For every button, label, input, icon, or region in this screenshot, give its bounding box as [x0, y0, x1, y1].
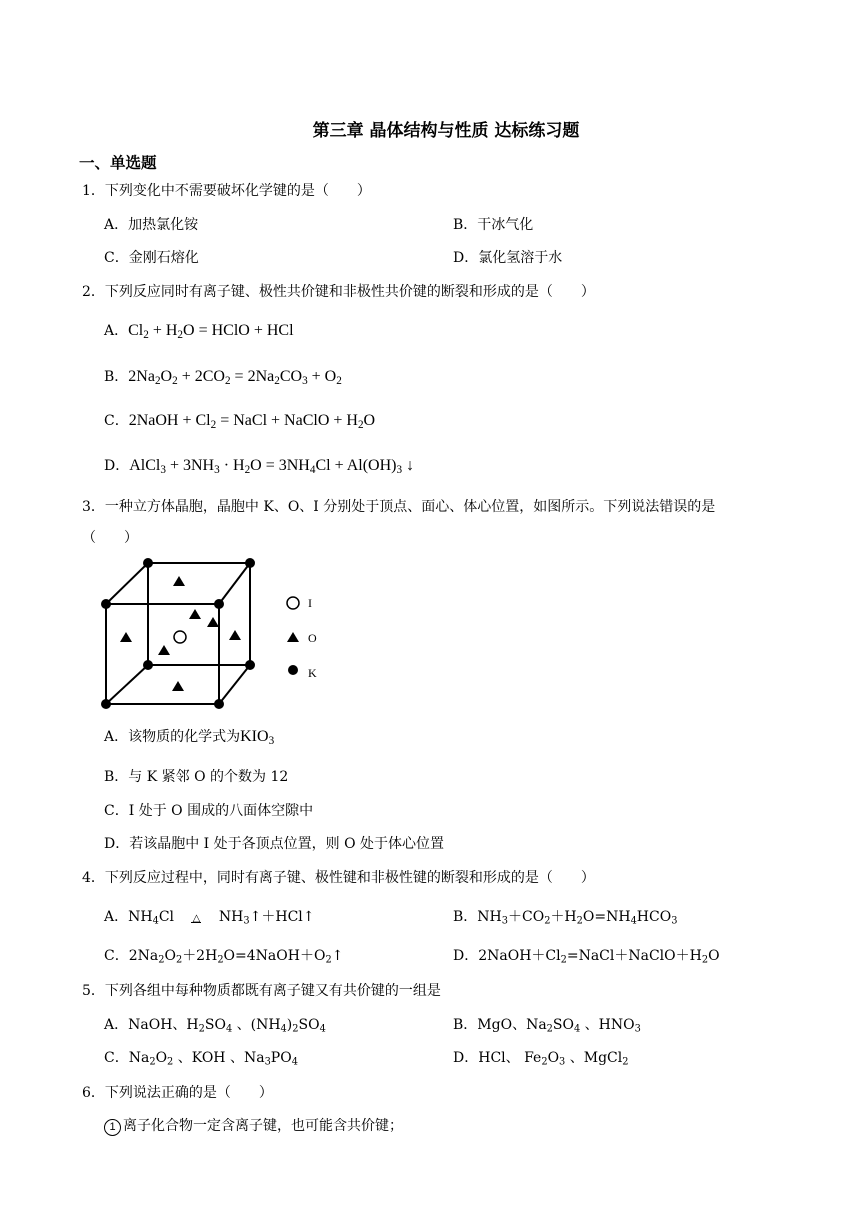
q5-option-a-label: A．	[104, 1017, 129, 1033]
legend-k-icon	[288, 665, 298, 675]
q5-option-b-formula: MgO、$Na_2SO_4$ 、$HNO_3$	[477, 1017, 641, 1035]
q6-stem: 6．下列说法正确的是（ ）	[82, 1085, 273, 1101]
legend-i-label: I	[308, 596, 312, 610]
q4-option-a-formula: $NH_4Cl$ △ $NH_3↑+HCl↑$	[128, 909, 315, 927]
q4-option-c-label: C．	[104, 948, 129, 964]
q2-option-b-formula: $2Na_2O_2 + 2CO_2 = 2Na_2CO_3 + O_2$	[128, 368, 342, 387]
q2-option-a-formula: $Cl_2 + H_2O$ = HClO + HCl	[128, 322, 294, 341]
q1-option-a: A．加热氯化铵	[104, 217, 199, 233]
q6-item-1	[104, 1115, 403, 1136]
q1-option-d: D．氯化氢溶于水	[453, 250, 563, 266]
q4-option-b	[453, 906, 677, 926]
q2-option-d	[104, 455, 414, 475]
q3-option-a	[104, 726, 274, 746]
q4-option-c	[104, 945, 343, 965]
q3-option-c: C．I 处于 O 围成的八面体空隙中	[104, 803, 314, 819]
page-title: 第三章 晶体结构与性质 达标练习题	[312, 121, 580, 141]
q5-option-a	[104, 1014, 326, 1034]
q2-option-c-formula: 2NaOH + $Cl_2$ = NaCl + NaClO + $H_2O$	[128, 412, 376, 431]
q5-option-a-formula: NaOH、$H_2SO_4$ 、$(NH_4)_2SO_4$	[128, 1017, 326, 1035]
q2-option-b-label: B．	[104, 369, 129, 385]
section-heading: 一、单选题	[79, 154, 157, 172]
q3-option-b: B．与 K 紧邻 O 的个数为 12	[104, 769, 289, 785]
q5-option-b-label: B．	[453, 1017, 478, 1033]
q4-stem: 4．下列反应过程中，同时有离子键、极性键和非极性键的断裂和形成的是（ ）	[82, 870, 595, 886]
q5-stem: 5．下列各组中每种物质都既有离子键又有共价键的一组是	[82, 983, 441, 999]
legend-o-label: O	[308, 631, 317, 645]
q4-option-d-label: D．	[453, 948, 479, 964]
i-atom	[174, 631, 186, 643]
q1-option-c: C．金刚石熔化	[104, 250, 199, 266]
q5-option-d-formula: HCl、 $Fe_2O_3$ 、MgCl$_2$	[478, 1050, 629, 1068]
q1-stem: 1．下列变化中不需要破坏化学键的是（ ）	[82, 183, 371, 199]
q2-option-c-label: C．	[104, 413, 129, 429]
q2-option-a	[104, 320, 294, 340]
q3-option-a-formula: $KIO_3$	[240, 728, 275, 747]
q4-option-a	[104, 906, 314, 926]
q4-option-d	[453, 945, 720, 965]
q3-stem-continued: （ ）	[82, 530, 138, 546]
q5-option-c-label: C．	[104, 1050, 129, 1066]
q4-option-b-formula: $NH_3+CO_2+H_2O=NH_4HCO_3$	[477, 909, 678, 927]
q2-option-d-formula: AlCl$_3$ + $3NH_3 \cdot H_2O = 3NH_4Cl + Al(OH)_3$ ↓	[129, 457, 415, 476]
q3-stem: 3．一种立方体晶胞，晶胞中 K、O、I 分别处于顶点、面心、体心位置，如图所示。下列说法错误的是	[82, 499, 716, 515]
q4-option-a-label: A．	[104, 909, 129, 925]
q4-option-c-formula: $2Na_2O_2+2H_2O=4NaOH+O_2↑$	[128, 948, 344, 966]
q5-option-c-formula: $Na_2O_2$ 、KOH 、$Na_3PO_4$	[128, 1050, 298, 1068]
legend-k-label: K	[308, 666, 317, 680]
q2-option-d-label: D．	[104, 458, 130, 474]
q4-option-b-label: B．	[453, 909, 478, 925]
q4-option-d-formula: $2NaOH+Cl_2=NaCl+NaClO+H_2O$	[478, 948, 720, 966]
legend-i-icon	[287, 597, 299, 609]
q5-option-d-label: D．	[453, 1050, 479, 1066]
q2-stem: 2．下列反应同时有离子键、极性共价键和非极性共价键的断裂和形成的是（ ）	[82, 284, 595, 300]
q5-option-d	[453, 1047, 628, 1067]
q2-option-b	[104, 366, 342, 386]
q2-option-a-label: A．	[104, 323, 129, 339]
q6-item-1-number: 1	[104, 1119, 121, 1136]
q2-option-c	[104, 410, 375, 430]
q5-option-c	[104, 1047, 298, 1067]
q5-option-b	[453, 1014, 641, 1034]
q1-option-b: B．干冰气化	[453, 217, 534, 233]
q6-item-1-text: 离子化合物一定含离子键，也可能含共价键；	[123, 1118, 403, 1134]
crystal-cell-diagram	[96, 556, 346, 712]
q3-option-d: D．若该晶胞中 I 处于各顶点位置，则 O 处于体心位置	[104, 836, 445, 852]
q3-option-a-text: A．该物质的化学式为	[104, 729, 241, 745]
legend-o-icon	[287, 632, 299, 642]
